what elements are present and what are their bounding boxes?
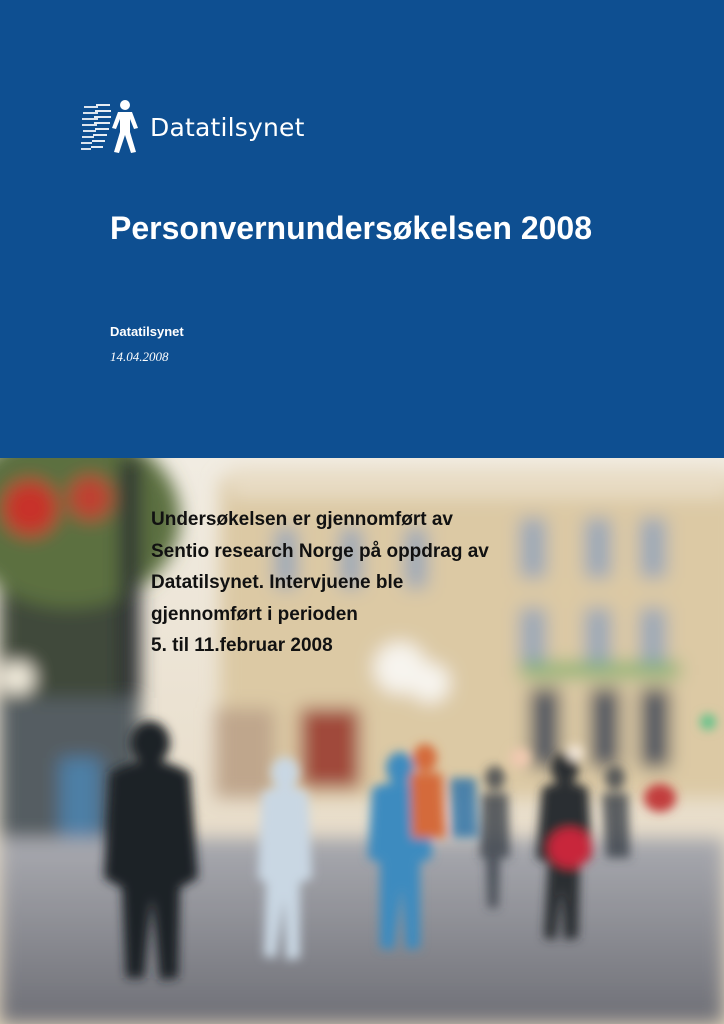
datatilsynet-logo	[80, 98, 305, 156]
publication-date: 14.04.2008	[110, 349, 169, 364]
survey-description-line: Sentio research Norge på oppdrag av	[151, 540, 489, 562]
logo-wordmark: Datatilsynet	[150, 112, 305, 142]
walking-people-logo-icon	[80, 98, 142, 156]
cover-header-band	[0, 0, 724, 458]
survey-description-line: Datatilsynet. Intervjuene ble	[151, 572, 404, 593]
author-label: Datatilsynet	[110, 324, 184, 339]
document-title: Personvernundersøkelsen 2008	[110, 210, 593, 246]
survey-description-line: Undersøkelsen er gjennomført av	[151, 509, 453, 530]
survey-description	[151, 504, 671, 662]
survey-description-line: 5. til 11.februar 2008	[151, 635, 333, 656]
survey-description-line: gjennomført i perioden	[151, 603, 358, 625]
